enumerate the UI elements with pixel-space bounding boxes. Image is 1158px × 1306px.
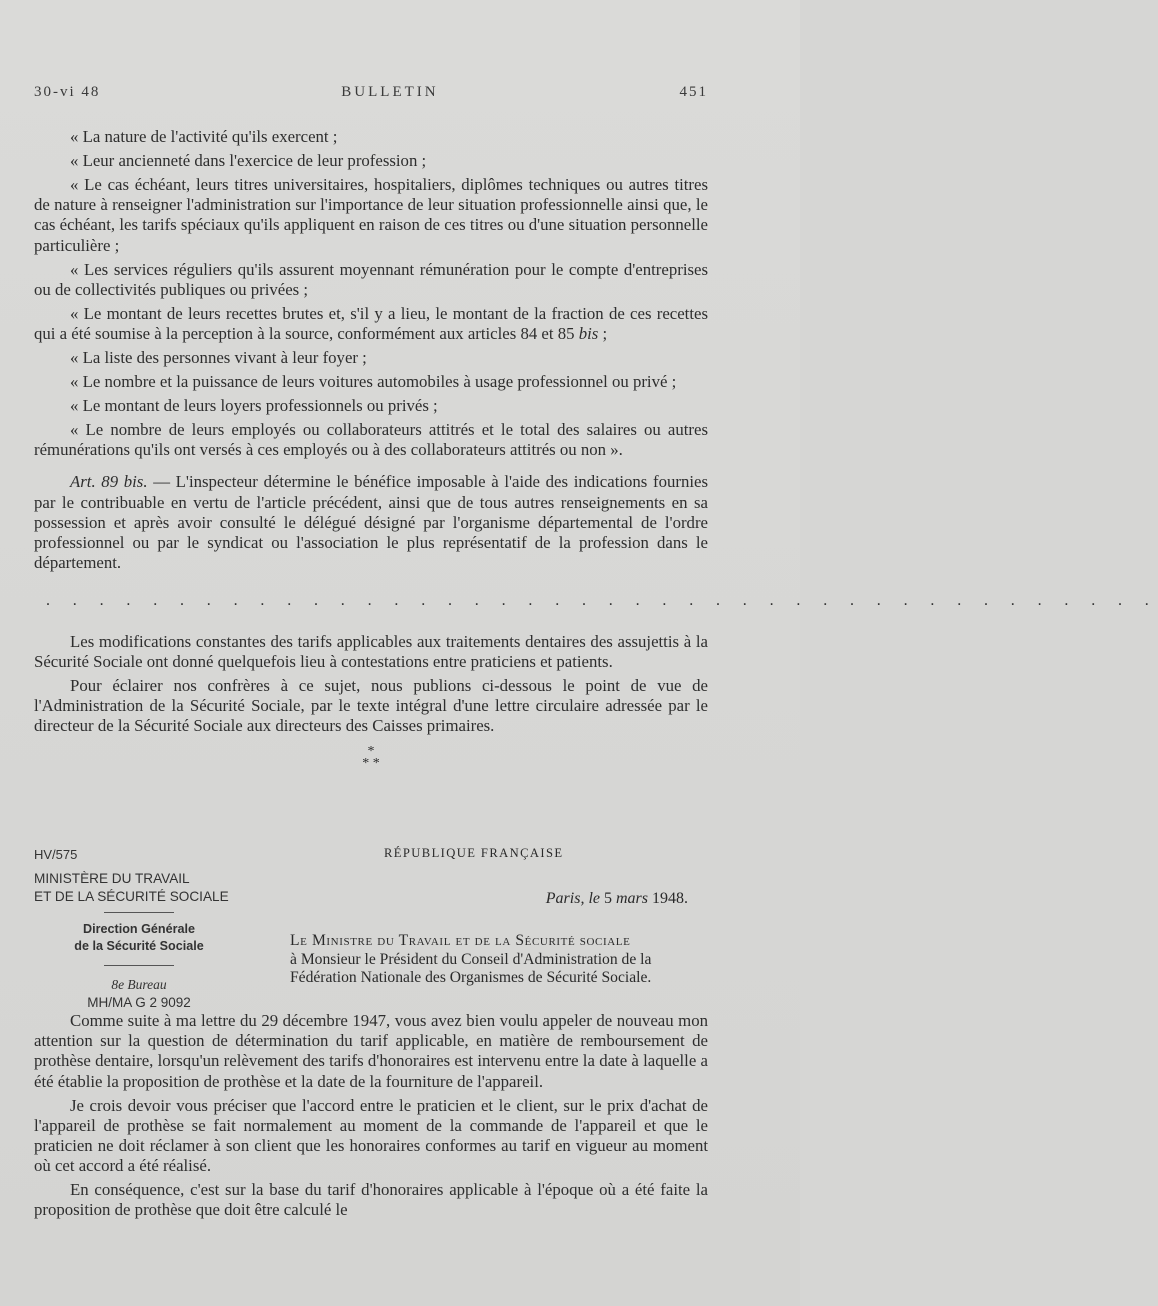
intro-paragraph: Les modifications constantes des tarifs applicables aux traitements dentaires des assujettis à la Sécurité Sociale ont donné quelquefois lieu à contestations entre praticiens et patients. bbox=[34, 631, 708, 671]
paragraph: « Le nombre et la puissance de leurs voitures automobiles à usage professionnel ou privé ; bbox=[70, 372, 677, 392]
header-title: BULLETIN bbox=[341, 84, 439, 100]
asterism bbox=[34, 746, 708, 770]
paragraph: « Leur ancienneté dans l'exercice de leur profession ; bbox=[70, 151, 427, 170]
paragraph: « La nature de l'activité qu'ils exercent ; bbox=[70, 127, 338, 146]
divider bbox=[104, 965, 174, 966]
date-le: le bbox=[588, 890, 600, 907]
paragraph bbox=[34, 304, 708, 344]
page-number: 451 bbox=[679, 84, 708, 100]
divider bbox=[104, 912, 174, 913]
sender-line: Le Ministre du Travail et de la Sécurité sociale bbox=[290, 932, 631, 949]
article-body bbox=[34, 127, 1158, 786]
recipient-text: à Monsieur le Président du Conseil d'Administration de la Fédération Nationale des Organismes de Sécurité Sociale. bbox=[290, 950, 652, 986]
address-block bbox=[290, 932, 710, 988]
paragraph: « Les services réguliers qu'ils assurent moyennant rémunération pour le compte d'entreprises ou de collectivités publiques ou privées ; bbox=[34, 259, 708, 299]
bis-italic: bis bbox=[578, 324, 599, 344]
reference-code: HV/575 bbox=[34, 847, 78, 862]
date-year: 1948. bbox=[652, 890, 688, 907]
intro-paragraph: Pour éclairer nos confrères à ce sujet, nous publions ci-dessous le point de vue de l'Administration de la Sécurité Sociale, par le texte intégral d'une lettre circulaire adressée par le directeur de la Sécurité Sociale aux directeurs des Caisses primaires. bbox=[34, 675, 708, 736]
ellipsis-divider: . . . . . . . . . . . . . . . . . . . . . . . . . . . . . . . . . . . . . . . . . . bbox=[46, 592, 1158, 610]
direction-line: de la Sécurité Sociale bbox=[74, 939, 204, 953]
letter-body bbox=[34, 1011, 708, 1224]
date-day: 5 bbox=[603, 890, 612, 907]
ministry-line: MINISTÈRE DU TRAVAIL bbox=[34, 871, 190, 886]
mh-reference: MH/MA G 2 9092 bbox=[87, 995, 191, 1010]
article-text: — L'inspecteur détermine le bénéfice imposable à l'aide des indications fournies par le contribuable en vertu de l'article précédent, ainsi que de tous autres renseignements en sa possession et après avoir consulté le délégué désigné par l'organisme départemental de l'ordre professionnel ou par le syndicat ou l'association le plus représentatif de la profession dans le département. bbox=[34, 472, 708, 573]
letterhead-left bbox=[34, 846, 274, 1012]
date-city: Paris, bbox=[545, 890, 585, 907]
article-paragraph bbox=[34, 472, 708, 573]
direction-line: Direction Générale bbox=[83, 922, 195, 936]
paragraph: « Le montant de leurs loyers professionnels ou privés ; bbox=[70, 396, 438, 416]
bureau-label: 8e Bureau bbox=[111, 977, 167, 992]
ministry-line: ET DE LA SÉCURITÉ SOCIALE bbox=[34, 889, 229, 904]
asterism-bottom: * * bbox=[362, 756, 380, 772]
republic-heading: RÉPUBLIQUE FRANÇAISE bbox=[384, 846, 564, 860]
letterhead bbox=[34, 846, 708, 1016]
paragraph: « La liste des personnes vivant à leur foyer ; bbox=[70, 348, 367, 368]
header-date: 30-vi 48 bbox=[34, 84, 101, 100]
letter-paragraph: Je crois devoir vous préciser que l'accord entre le praticien et le client, sur le prix d'achat de l'appareil de prothèse se fait normalement au moment de la commande de l'appareil et que le praticien ne doit réclamer à son client que les honoraires conformes au tarif en vigueur au moment où cet accord a été réalisé. bbox=[34, 1095, 708, 1176]
asterism-top: * bbox=[367, 744, 375, 760]
date-month: mars bbox=[615, 890, 648, 907]
letter-paragraph: Comme suite à ma lettre du 29 décembre 1947, vous avez bien voulu appeler de nouveau mon attention sur la question de détermination du tarif applicable, en matière de remboursement de prothèse dentaire, lorsqu'un relèvement des tarifs d'honoraires est intervenu entre la date à laquelle a été établie la proposition de prothèse et la date de la fourniture de l'appareil. bbox=[34, 1011, 708, 1091]
paragraph-text: « Le montant de leurs recettes brutes et, s'il y a lieu, le montant de la fraction de ces recettes qui a été soumise à la perception à la source, conformément aux articles 84 et 85 bbox=[34, 303, 708, 344]
page-header bbox=[34, 84, 708, 101]
letter-paragraph: En conséquence, c'est sur la base du tarif d'honoraires applicable à l'époque où a été faite la proposition de prothèse que doit être calculé le bbox=[34, 1180, 708, 1220]
paragraph: « Le nombre de leurs employés ou collaborateurs attitrés et le total des salaires ou autres rémunérations qu'ils ont versés à ces employés ou à des collaborateurs attitrés ou non ». bbox=[34, 420, 708, 460]
paragraph-end: ; bbox=[598, 324, 608, 344]
article-label: Art. 89 bis. bbox=[70, 472, 148, 492]
paragraph: « Le cas échéant, leurs titres universitaires, hospitaliers, diplômes techniques ou autres titres de nature à renseigner l'administration sur l'importance de leur situation professionnelle ainsi que, le cas échéant, les tarifs spéciaux qu'ils appliquent en raison de ces titres ou d'une situation personnelle particulière ; bbox=[34, 175, 708, 255]
letter-date bbox=[546, 890, 688, 908]
